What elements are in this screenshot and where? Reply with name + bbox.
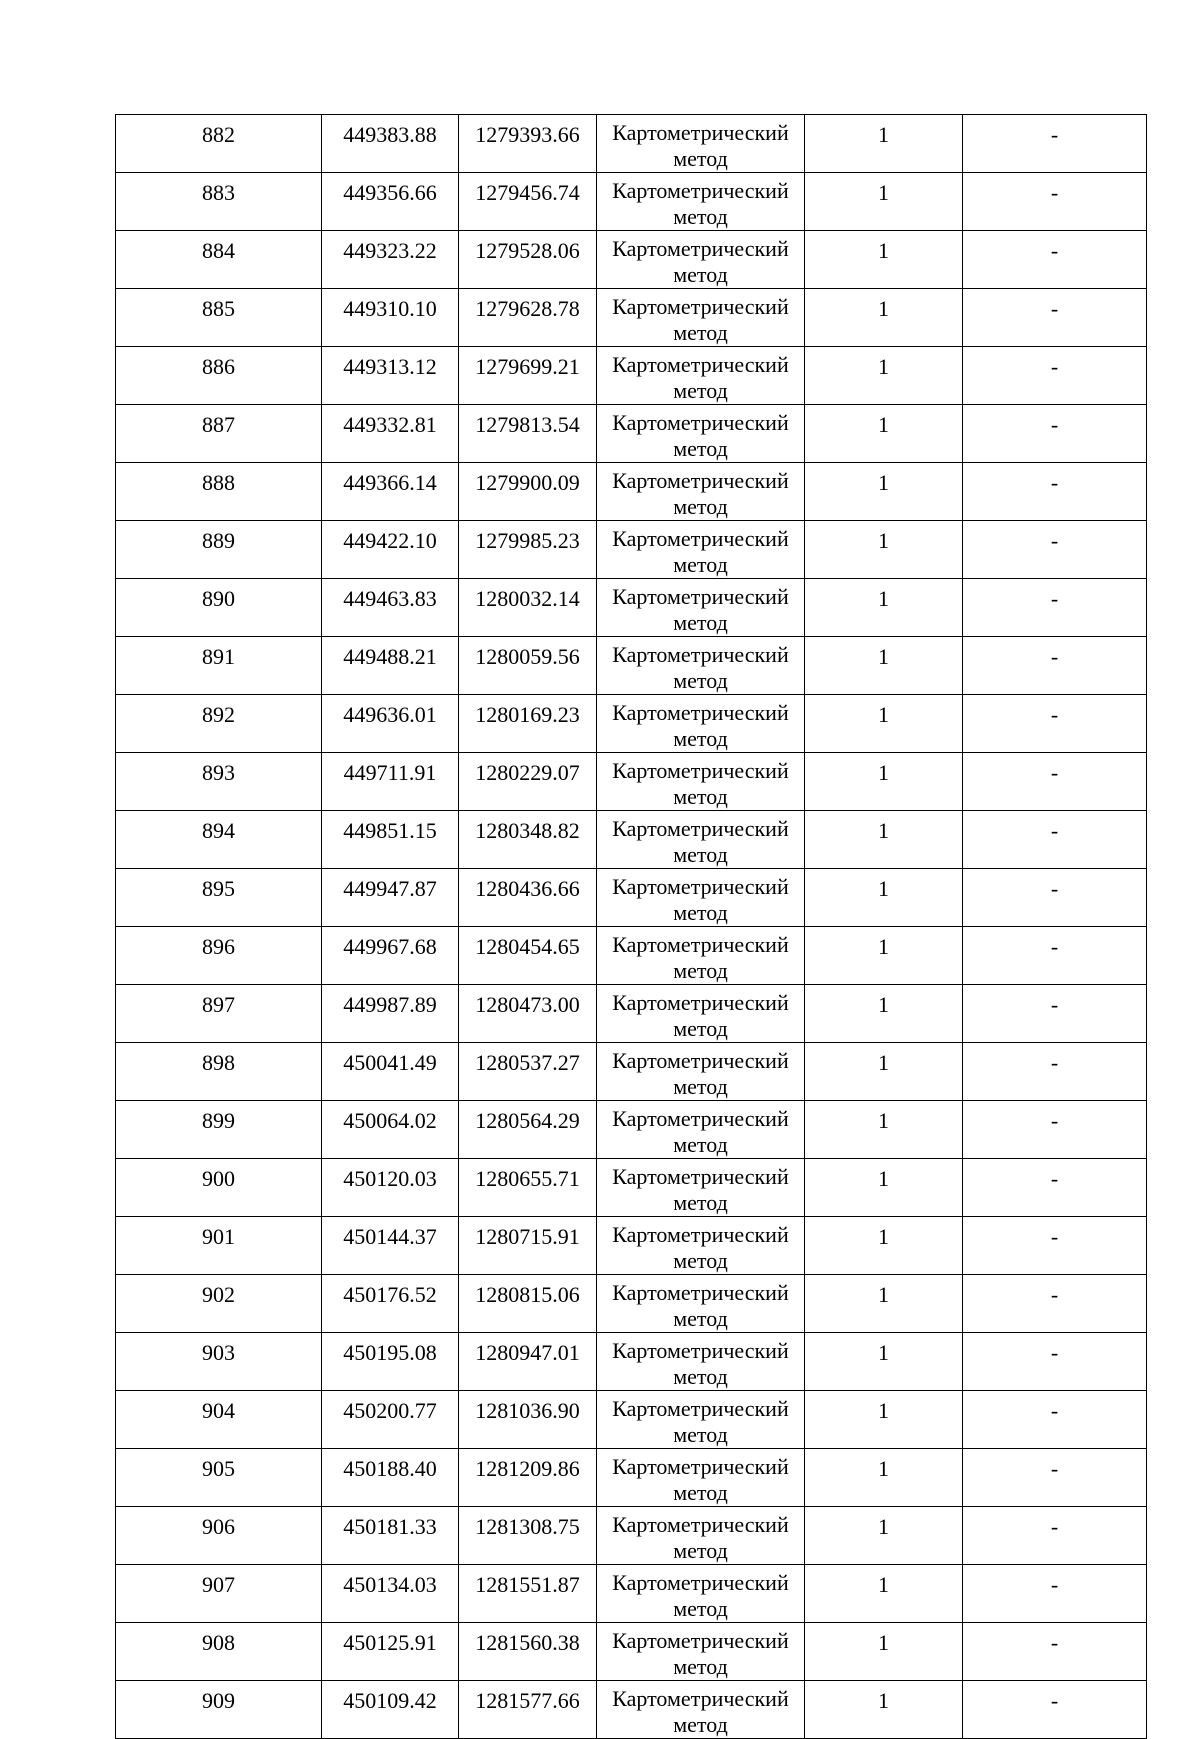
method-text: Картометрический метод [612,1686,789,1737]
method-cell [597,695,805,753]
point-number-cell: 904 [116,1391,322,1449]
method-cell [597,869,805,927]
coordinates-table-body [116,115,1147,1739]
x-coordinate-cell: 450064.02 [322,1101,459,1159]
x-coordinate-cell: 449332.81 [322,405,459,463]
precision-cell: 1 [805,985,963,1043]
x-coordinate-cell: 449463.83 [322,579,459,637]
table-row [116,985,1147,1043]
method-text: Картометрический метод [612,758,789,809]
precision-cell: 1 [805,115,963,173]
y-coordinate-cell: 1281551.87 [459,1565,597,1623]
note-cell: - [963,1507,1147,1565]
y-coordinate-cell: 1280454.65 [459,927,597,985]
method-text: Картометрический метод [612,120,789,171]
x-coordinate-cell: 449851.15 [322,811,459,869]
point-number-cell: 894 [116,811,322,869]
y-coordinate-cell: 1279528.06 [459,231,597,289]
method-cell [597,1101,805,1159]
method-text: Картометрический метод [612,1396,789,1447]
x-coordinate-cell: 449422.10 [322,521,459,579]
table-row [116,637,1147,695]
y-coordinate-cell: 1280436.66 [459,869,597,927]
precision-cell: 1 [805,1159,963,1217]
y-coordinate-cell: 1280715.91 [459,1217,597,1275]
table-row [116,405,1147,463]
method-text: Картометрический метод [612,1048,789,1099]
method-cell [597,1333,805,1391]
method-cell [597,811,805,869]
method-text: Картометрический метод [612,1222,789,1273]
method-text: Картометрический метод [612,1628,789,1679]
method-text: Картометрический метод [612,932,789,983]
method-text: Картометрический метод [612,1280,789,1331]
table-row [116,927,1147,985]
method-text: Картометрический метод [612,584,789,635]
note-cell: - [963,1565,1147,1623]
point-number-cell: 897 [116,985,322,1043]
method-cell [597,231,805,289]
note-cell: - [963,1391,1147,1449]
table-row [116,753,1147,811]
precision-cell: 1 [805,695,963,753]
point-number-cell: 892 [116,695,322,753]
x-coordinate-cell: 450195.08 [322,1333,459,1391]
precision-cell: 1 [805,521,963,579]
note-cell: - [963,1101,1147,1159]
method-text: Картометрический метод [612,410,789,461]
x-coordinate-cell: 449711.91 [322,753,459,811]
x-coordinate-cell: 450134.03 [322,1565,459,1623]
table-row [116,1333,1147,1391]
table-row [116,1159,1147,1217]
table-row [116,1101,1147,1159]
point-number-cell: 889 [116,521,322,579]
y-coordinate-cell: 1280169.23 [459,695,597,753]
note-cell: - [963,463,1147,521]
x-coordinate-cell: 450041.49 [322,1043,459,1101]
x-coordinate-cell: 449636.01 [322,695,459,753]
x-coordinate-cell: 450181.33 [322,1507,459,1565]
precision-cell: 1 [805,1217,963,1275]
note-cell: - [963,637,1147,695]
note-cell: - [963,1449,1147,1507]
table-row [116,579,1147,637]
y-coordinate-cell: 1280032.14 [459,579,597,637]
point-number-cell: 883 [116,173,322,231]
point-number-cell: 893 [116,753,322,811]
method-text: Картометрический метод [612,990,789,1041]
table-row [116,1623,1147,1681]
precision-cell: 1 [805,1507,963,1565]
point-number-cell: 887 [116,405,322,463]
point-number-cell: 906 [116,1507,322,1565]
precision-cell: 1 [805,1333,963,1391]
point-number-cell: 896 [116,927,322,985]
table-row [116,811,1147,869]
y-coordinate-cell: 1281577.66 [459,1681,597,1739]
note-cell: - [963,289,1147,347]
method-text: Картометрический метод [612,642,789,693]
note-cell: - [963,1043,1147,1101]
method-cell [597,405,805,463]
method-text: Картометрический метод [612,526,789,577]
note-cell: - [963,1275,1147,1333]
precision-cell: 1 [805,1449,963,1507]
note-cell: - [963,1623,1147,1681]
method-cell [597,579,805,637]
y-coordinate-cell: 1280229.07 [459,753,597,811]
method-cell [597,173,805,231]
x-coordinate-cell: 449987.89 [322,985,459,1043]
y-coordinate-cell: 1281308.75 [459,1507,597,1565]
method-cell [597,347,805,405]
note-cell: - [963,985,1147,1043]
precision-cell: 1 [805,1565,963,1623]
y-coordinate-cell: 1279813.54 [459,405,597,463]
y-coordinate-cell: 1280059.56 [459,637,597,695]
x-coordinate-cell: 449356.66 [322,173,459,231]
note-cell: - [963,753,1147,811]
precision-cell: 1 [805,637,963,695]
point-number-cell: 895 [116,869,322,927]
precision-cell: 1 [805,1623,963,1681]
y-coordinate-cell: 1280947.01 [459,1333,597,1391]
method-cell [597,1623,805,1681]
x-coordinate-cell: 450200.77 [322,1391,459,1449]
method-cell [597,1391,805,1449]
method-cell [597,463,805,521]
point-number-cell: 900 [116,1159,322,1217]
table-row [116,463,1147,521]
point-number-cell: 902 [116,1275,322,1333]
precision-cell: 1 [805,1391,963,1449]
note-cell: - [963,231,1147,289]
point-number-cell: 884 [116,231,322,289]
x-coordinate-cell: 450120.03 [322,1159,459,1217]
table-row [116,1217,1147,1275]
x-coordinate-cell: 449366.14 [322,463,459,521]
y-coordinate-cell: 1279900.09 [459,463,597,521]
method-text: Картометрический метод [612,1512,789,1563]
precision-cell: 1 [805,1275,963,1333]
table-row [116,1449,1147,1507]
note-cell: - [963,521,1147,579]
point-number-cell: 905 [116,1449,322,1507]
method-cell [597,753,805,811]
method-text: Картометрический метод [612,700,789,751]
note-cell: - [963,1217,1147,1275]
precision-cell: 1 [805,579,963,637]
precision-cell: 1 [805,173,963,231]
y-coordinate-cell: 1281560.38 [459,1623,597,1681]
method-text: Картометрический метод [612,178,789,229]
coordinates-table [115,114,1147,1739]
table-row [116,289,1147,347]
y-coordinate-cell: 1279699.21 [459,347,597,405]
method-text: Картометрический метод [612,294,789,345]
y-coordinate-cell: 1281209.86 [459,1449,597,1507]
y-coordinate-cell: 1280348.82 [459,811,597,869]
note-cell: - [963,115,1147,173]
y-coordinate-cell: 1280564.29 [459,1101,597,1159]
table-row [116,115,1147,173]
method-text: Картометрический метод [612,816,789,867]
point-number-cell: 882 [116,115,322,173]
y-coordinate-cell: 1279985.23 [459,521,597,579]
x-coordinate-cell: 449967.68 [322,927,459,985]
note-cell: - [963,927,1147,985]
method-cell [597,1217,805,1275]
point-number-cell: 898 [116,1043,322,1101]
table-row [116,1391,1147,1449]
table-row [116,1275,1147,1333]
x-coordinate-cell: 449947.87 [322,869,459,927]
precision-cell: 1 [805,1043,963,1101]
x-coordinate-cell: 449383.88 [322,115,459,173]
x-coordinate-cell: 449323.22 [322,231,459,289]
precision-cell: 1 [805,869,963,927]
y-coordinate-cell: 1279456.74 [459,173,597,231]
x-coordinate-cell: 450176.52 [322,1275,459,1333]
x-coordinate-cell: 449313.12 [322,347,459,405]
method-cell [597,1449,805,1507]
method-text: Картометрический метод [612,1164,789,1215]
precision-cell: 1 [805,927,963,985]
table-row [116,173,1147,231]
point-number-cell: 891 [116,637,322,695]
method-text: Картометрический метод [612,352,789,403]
point-number-cell: 909 [116,1681,322,1739]
y-coordinate-cell: 1280473.00 [459,985,597,1043]
method-cell [597,115,805,173]
point-number-cell: 903 [116,1333,322,1391]
point-number-cell: 901 [116,1217,322,1275]
table-row [116,521,1147,579]
point-number-cell: 907 [116,1565,322,1623]
precision-cell: 1 [805,231,963,289]
precision-cell: 1 [805,405,963,463]
point-number-cell: 899 [116,1101,322,1159]
note-cell: - [963,869,1147,927]
y-coordinate-cell: 1281036.90 [459,1391,597,1449]
note-cell: - [963,1681,1147,1739]
point-number-cell: 908 [116,1623,322,1681]
precision-cell: 1 [805,347,963,405]
table-row [116,1681,1147,1739]
method-cell [597,1565,805,1623]
method-text: Картометрический метод [612,468,789,519]
y-coordinate-cell: 1279628.78 [459,289,597,347]
method-cell [597,289,805,347]
method-text: Картометрический метод [612,236,789,287]
x-coordinate-cell: 450125.91 [322,1623,459,1681]
method-text: Картометрический метод [612,1570,789,1621]
note-cell: - [963,695,1147,753]
method-text: Картометрический метод [612,874,789,925]
x-coordinate-cell: 449310.10 [322,289,459,347]
precision-cell: 1 [805,1101,963,1159]
table-row [116,347,1147,405]
point-number-cell: 890 [116,579,322,637]
table-row [116,869,1147,927]
table-row [116,695,1147,753]
method-text: Картометрический метод [612,1454,789,1505]
precision-cell: 1 [805,289,963,347]
method-cell [597,1043,805,1101]
precision-cell: 1 [805,753,963,811]
note-cell: - [963,811,1147,869]
note-cell: - [963,579,1147,637]
method-cell [597,637,805,695]
y-coordinate-cell: 1279393.66 [459,115,597,173]
note-cell: - [963,1159,1147,1217]
note-cell: - [963,1333,1147,1391]
method-cell [597,521,805,579]
x-coordinate-cell: 450188.40 [322,1449,459,1507]
method-cell [597,927,805,985]
method-cell [597,985,805,1043]
table-row [116,231,1147,289]
point-number-cell: 885 [116,289,322,347]
precision-cell: 1 [805,811,963,869]
method-text: Картометрический метод [612,1338,789,1389]
y-coordinate-cell: 1280537.27 [459,1043,597,1101]
method-cell [597,1507,805,1565]
note-cell: - [963,405,1147,463]
x-coordinate-cell: 449488.21 [322,637,459,695]
method-cell [597,1159,805,1217]
precision-cell: 1 [805,463,963,521]
method-cell [597,1275,805,1333]
y-coordinate-cell: 1280815.06 [459,1275,597,1333]
y-coordinate-cell: 1280655.71 [459,1159,597,1217]
x-coordinate-cell: 450109.42 [322,1681,459,1739]
method-text: Картометрический метод [612,1106,789,1157]
table-row [116,1507,1147,1565]
precision-cell: 1 [805,1681,963,1739]
table-row [116,1565,1147,1623]
note-cell: - [963,347,1147,405]
note-cell: - [963,173,1147,231]
table-row [116,1043,1147,1101]
x-coordinate-cell: 450144.37 [322,1217,459,1275]
point-number-cell: 886 [116,347,322,405]
point-number-cell: 888 [116,463,322,521]
method-cell [597,1681,805,1739]
